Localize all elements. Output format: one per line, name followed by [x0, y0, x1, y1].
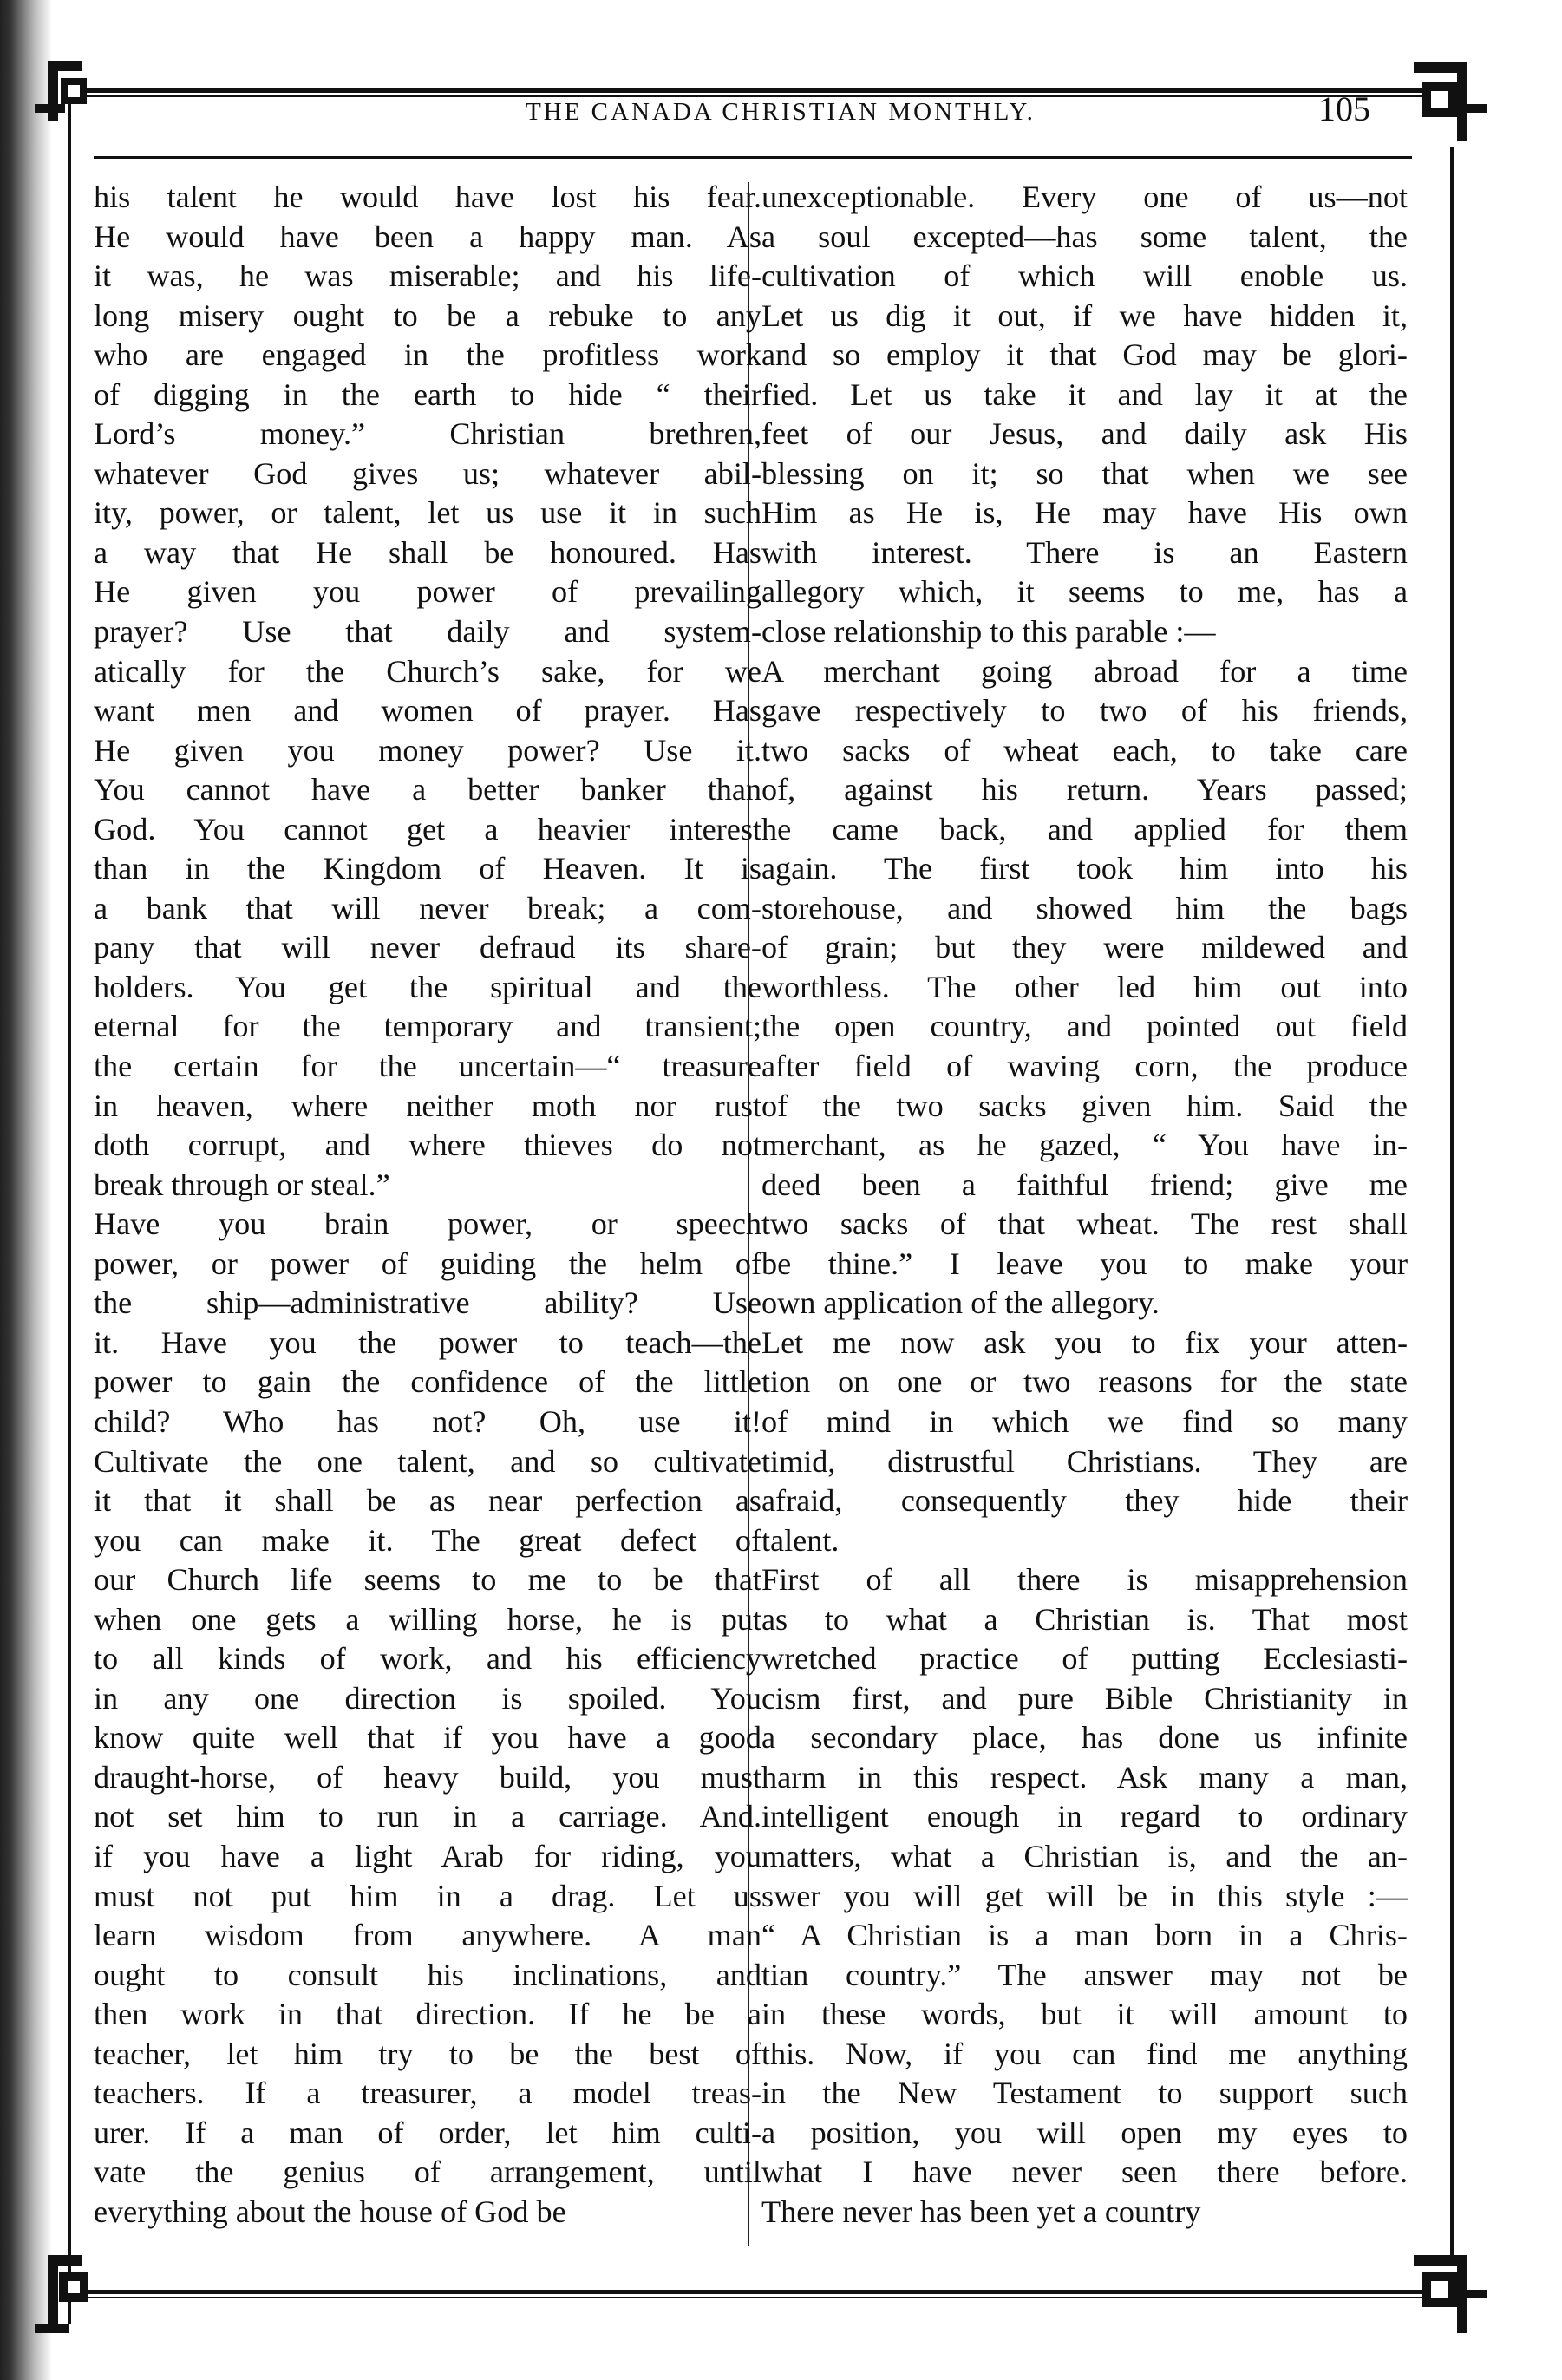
text-line: deed been a faithful friend; give me [761, 1167, 1408, 1202]
text-line: you can make it. The great defect of [94, 1522, 761, 1558]
text-line: intelligent enough in regard to ordinary [761, 1799, 1408, 1834]
text-line: “ A Christian is a man born in a Chris- [761, 1918, 1408, 1953]
text-line: Have you brain power, or speech [94, 1206, 761, 1242]
text-line: to all kinds of work, and his efficiency [94, 1641, 761, 1677]
text-line: tion on one or two reasons for the state [761, 1364, 1408, 1400]
text-line: and so employ it that God may be glori- [761, 337, 1408, 373]
text-line: allegory which, it seems to me, has a [761, 574, 1408, 610]
text-line: in any one direction is spoiled. You [94, 1680, 761, 1716]
text-line: feet of our Jesus, and daily ask His [761, 416, 1408, 452]
text-line: He given you power of prevailing [94, 574, 761, 610]
text-line: vate the genius of arrangement, until [94, 2154, 761, 2190]
text-line: power to gain the confidence of the little [94, 1364, 761, 1400]
text-line: the open country, and pointed out field [761, 1009, 1408, 1044]
text-line: two sacks of that wheat. The rest shall [761, 1206, 1408, 1242]
text-line: tian country.” The answer may not be [761, 1957, 1408, 1992]
text-line: urer. If a man of order, let him culti- [94, 2115, 761, 2150]
text-line: gave respectively to two of his friends, [761, 693, 1408, 729]
text-line: of, against his return. Years passed; [761, 772, 1408, 808]
text-line: blessing on it; so that when we see [761, 455, 1408, 491]
text-line: God. You cannot get a heavier interest [94, 811, 761, 847]
text-line: after field of waving corn, the produce [761, 1049, 1408, 1084]
text-line: with interest. There is an Eastern [761, 534, 1408, 570]
text-line: atically for the Church’s sake, for we [94, 653, 761, 689]
text-line: two sacks of wheat each, to take care [761, 732, 1408, 768]
text-line: want men and women of prayer. Has [94, 693, 761, 729]
text-line: afraid, consequently they hide their [761, 1483, 1408, 1519]
text-line: must not put him in a drag. Let us [94, 1878, 761, 1913]
text-line: of the two sacks given him. Said the [761, 1088, 1408, 1123]
text-line: teachers. If a treasurer, a model treas- [94, 2076, 761, 2111]
text-line: timid, distrustful Christians. They are [761, 1443, 1408, 1479]
text-line: ity, power, or talent, let us use it in such [94, 495, 761, 531]
text-line: what I have never seen there before. [761, 2154, 1408, 2190]
text-line: a bank that will never break; a com- [94, 890, 761, 925]
text-line: pany that will never defraud its share- [94, 930, 761, 965]
text-line: cultivation of which will enoble us. [761, 258, 1408, 294]
text-line: he came back, and applied for them [761, 811, 1408, 847]
text-line: swer you will get will be in this style :— [761, 1878, 1408, 1913]
text-line: cism first, and pure Bible Christianity in [761, 1680, 1408, 1716]
text-line: it that it shall be as near perfection as [94, 1483, 761, 1519]
text-line: his talent he would have lost his fear. [94, 180, 761, 214]
text-line: break through or steal.” [94, 1167, 390, 1202]
text-line: than in the Kingdom of Heaven. It is [94, 851, 761, 886]
text-line: not set him to run in a carriage. And. [94, 1799, 761, 1834]
page-number: 105 [1318, 89, 1370, 128]
text-line: wretched practice of putting Ecclesiasti- [761, 1641, 1408, 1677]
text-line: it was, he was miserable; and his life- [94, 258, 761, 294]
text-line: our Church life seems to me to be that [94, 1562, 761, 1598]
text-line: everything about the house of God be [94, 2194, 566, 2229]
text-line: the certain for the uncertain—“ treasure [94, 1049, 761, 1084]
text-line: Him as He is, He may have His own [761, 495, 1408, 531]
text-line: harm in this respect. Ask many a man, [761, 1759, 1408, 1795]
text-line: of grain; but they were mildewed and [761, 930, 1408, 965]
text-line: draught-horse, of heavy build, you must [94, 1759, 761, 1795]
text-line: close relationship to this parable :— [761, 614, 1216, 650]
text-line: child? Who has not? Oh, use it! [94, 1403, 761, 1439]
text-line: merchant, as he gazed, “ You have in- [761, 1128, 1408, 1163]
text-line: a soul excepted—has some talent, the [761, 219, 1408, 254]
text-line: Let us dig it out, if we have hidden it, [761, 298, 1408, 333]
text-line: when one gets a willing horse, he is put [94, 1601, 761, 1637]
text-line: Lord’s money.” Christian brethren, [94, 416, 761, 452]
text-line: unexceptionable. Every one of us—not [761, 180, 1408, 214]
text-line: worthless. The other led him out into [761, 969, 1408, 1004]
text-line: long misery ought to be a rebuke to any [94, 298, 761, 333]
text-line: then work in that direction. If he be a [94, 1997, 761, 2032]
text-line: whatever God gives us; whatever abil- [94, 455, 761, 491]
text-line: prayer? Use that daily and system- [94, 614, 761, 650]
text-line: matters, what a Christian is, and the an- [761, 1838, 1408, 1873]
text-line: again. The first took him into his [761, 851, 1408, 886]
text-line: A merchant going abroad for a time [761, 653, 1408, 689]
text-line: a position, you will open my eyes to [761, 2115, 1408, 2150]
text-line: eternal for the temporary and transient; [94, 1009, 761, 1044]
text-line: He given you money power? Use it. [94, 732, 761, 768]
text-line: this. Now, if you can find me anything [761, 2036, 1408, 2071]
text-line: be thine.” I leave you to make your [761, 1246, 1408, 1281]
text-line: fied. Let us take it and lay it at the [761, 376, 1408, 412]
text-line: ought to consult his inclinations, and [94, 1957, 761, 1992]
text-line: a way that He shall be honoured. Has [94, 534, 761, 570]
text-line: a secondary place, has done us infinite [761, 1720, 1408, 1756]
running-header-title: THE CANADA CHRISTIAN MONTHLY. [526, 98, 1036, 126]
text-line: Let me now ask you to fix your atten- [761, 1324, 1408, 1360]
text-line: First of all there is misapprehension [761, 1562, 1408, 1598]
text-line: know quite well that if you have a good [94, 1720, 761, 1756]
text-line: as to what a Christian is. That most [761, 1601, 1408, 1637]
text-line: in heaven, where neither moth nor rust [94, 1088, 761, 1123]
right-column [761, 178, 1408, 2232]
text-line: of mind in which we find so many [761, 1403, 1408, 1439]
text-line: There never has been yet a country [761, 2194, 1201, 2229]
text-line: of digging in the earth to hide “ their [94, 376, 761, 412]
text-line: Cultivate the one talent, and so cultivate [94, 1443, 761, 1479]
text-line: power, or power of guiding the helm of [94, 1246, 761, 1281]
text-line: learn wisdom from anywhere. A man [94, 1918, 761, 1953]
text-line: who are engaged in the profitless work [94, 337, 761, 373]
text-line: He would have been a happy man. As [94, 219, 761, 254]
text-line: teacher, let him try to be the best of [94, 2036, 761, 2071]
text-line: own application of the allegory. [761, 1285, 1160, 1321]
text-line: in these words, but it will amount to [761, 1997, 1408, 2032]
text-line: doth corrupt, and where thieves do not [94, 1128, 761, 1163]
text-line: You cannot have a better banker than [94, 772, 761, 808]
text-line: in the New Testament to support such [761, 2076, 1408, 2111]
left-column [94, 178, 761, 2232]
text-line: storehouse, and showed him the bags [761, 890, 1408, 925]
text-line: it. Have you the power to teach—the [94, 1324, 761, 1360]
text-line: holders. You get the spiritual and the [94, 969, 761, 1004]
text-line: if you have a light Arab for riding, you [94, 1838, 761, 1873]
text-line: talent. [761, 1522, 840, 1558]
text-line: the ship—administrative ability? Use [94, 1285, 761, 1321]
